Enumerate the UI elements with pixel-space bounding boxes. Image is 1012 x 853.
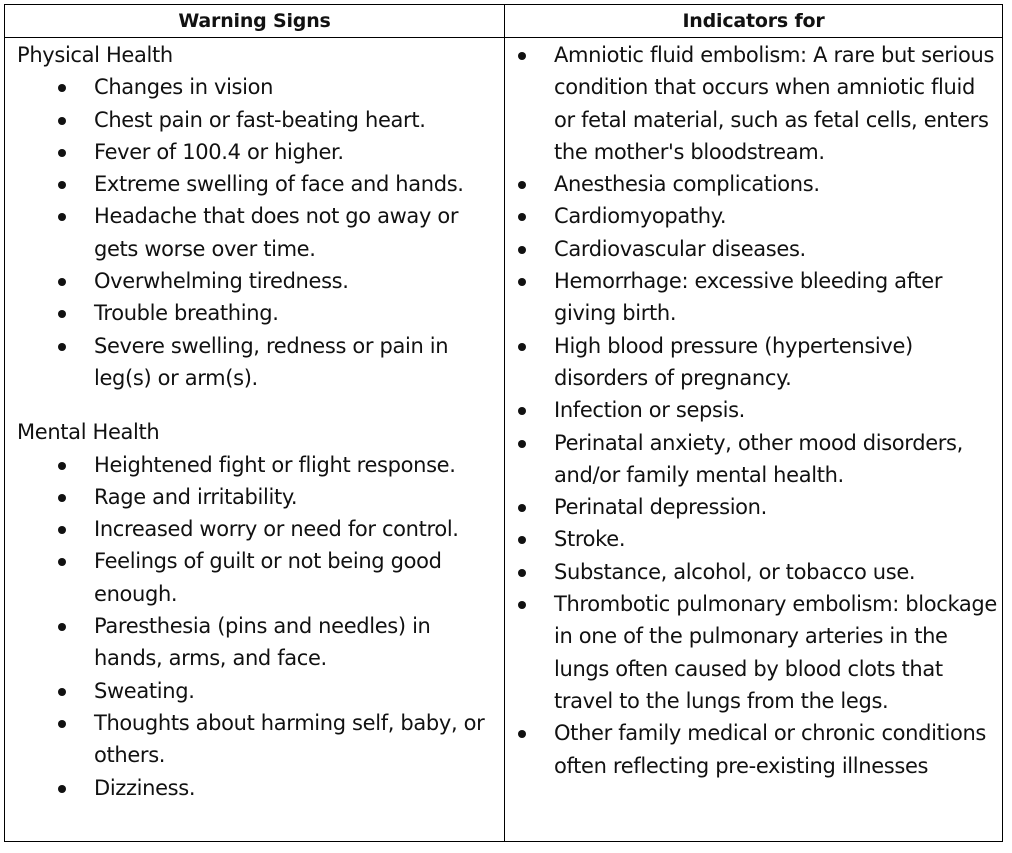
bullet-icon: [518, 504, 526, 512]
list-item: [17, 707, 499, 772]
bullet-icon: [518, 343, 526, 351]
list-item-text: Perinatal depression.: [554, 495, 767, 520]
list-item-text: Cardiovascular diseases.: [554, 236, 806, 261]
bullet-icon: [58, 494, 66, 502]
bullet-icon: [58, 623, 66, 631]
list-item: [17, 104, 499, 136]
list-item-text: Overwhelming tiredness.: [94, 269, 349, 294]
list-item-text: Fever of 100.4 or higher.: [94, 139, 344, 164]
bullet-icon: [58, 181, 66, 189]
list-item-text: Severe swelling, redness or pain in leg(s) or arm(s).: [94, 333, 449, 390]
list-item-text: Increased worry or need for control.: [94, 517, 459, 542]
list-item-text: Heightened fight or flight response.: [94, 452, 456, 477]
indicators-list: [513, 39, 998, 782]
list-item: [17, 610, 499, 675]
list-item-text: Infection or sepsis.: [554, 398, 746, 423]
list-item: [17, 772, 499, 804]
bullet-icon: [58, 213, 66, 221]
header-indicators-for: Indicators for: [682, 10, 825, 32]
list-item: [513, 588, 998, 717]
header-warning-signs: Warning Signs: [178, 10, 331, 32]
list-item: [513, 523, 998, 555]
header-divider: [5, 37, 1002, 38]
list-item: [17, 200, 499, 265]
bullet-icon: [58, 84, 66, 92]
bullet-icon: [58, 785, 66, 793]
list-item-text: Sweating.: [94, 678, 195, 703]
bullet-icon: [518, 181, 526, 189]
bullet-icon: [58, 278, 66, 286]
bullet-icon: [58, 149, 66, 157]
bullet-icon: [58, 462, 66, 470]
list-item-text: Other family medical or chronic conditions often reflecting pre-existing illnesses: [554, 721, 986, 778]
bullet-icon: [518, 246, 526, 254]
bullet-icon: [518, 440, 526, 448]
bullet-icon: [58, 310, 66, 318]
physical-health-list: [17, 71, 499, 394]
list-item: [513, 39, 998, 168]
list-item: [513, 394, 998, 426]
bullet-icon: [518, 52, 526, 60]
list-item: [17, 449, 499, 481]
list-item: [513, 233, 998, 265]
list-item-text: Headache that does not go away or gets worse over time.: [94, 204, 459, 261]
bullet-icon: [58, 526, 66, 534]
list-item-text: Hemorrhage: excessive bleeding after giving birth.: [554, 269, 943, 326]
list-item: [17, 297, 499, 329]
list-item: [17, 675, 499, 707]
warning-signs-cell: [17, 39, 499, 804]
bullet-icon: [518, 278, 526, 286]
mental-health-list: [17, 449, 499, 804]
list-item: [17, 481, 499, 513]
bullet-icon: [58, 720, 66, 728]
list-item-text: Chest pain or fast-beating heart.: [94, 107, 426, 132]
list-item-text: Perinatal anxiety, other mood disorders, and/or family mental health.: [554, 430, 963, 487]
list-item-text: Rage and irritability.: [94, 484, 298, 509]
indicators-cell: [513, 39, 998, 782]
list-item: [513, 265, 998, 330]
list-item-text: Extreme swelling of face and hands.: [94, 172, 464, 197]
list-item: [17, 545, 499, 610]
bullet-icon: [58, 343, 66, 351]
list-item: [17, 265, 499, 297]
list-item: [513, 168, 998, 200]
mental-health-title: Mental Health: [17, 420, 160, 445]
bullet-icon: [518, 601, 526, 609]
list-item: [17, 513, 499, 545]
warning-signs-table: [4, 4, 1003, 842]
list-item-text: Feelings of guilt or not being good enough.: [94, 549, 442, 606]
list-item-text: Amniotic fluid embolism: A rare but serious condition that occurs when amniotic fluid or fetal material, such as fetal cells, enters the mother's bloodstream.: [554, 43, 995, 164]
list-item: [17, 71, 499, 103]
list-item: [17, 330, 499, 395]
column-divider: [504, 5, 505, 841]
list-item: [513, 200, 998, 232]
list-item: [513, 330, 998, 395]
bullet-icon: [58, 117, 66, 125]
list-item: [513, 556, 998, 588]
list-item-text: Paresthesia (pins and needles) in hands, arms, and face.: [94, 614, 431, 671]
list-item: [513, 717, 998, 782]
bullet-icon: [518, 407, 526, 415]
bullet-icon: [518, 213, 526, 221]
bullet-icon: [518, 730, 526, 738]
list-item-text: Substance, alcohol, or tobacco use.: [554, 559, 916, 584]
bullet-icon: [58, 688, 66, 696]
list-item-text: Dizziness.: [94, 775, 196, 800]
list-item: [513, 427, 998, 492]
list-item-text: Cardiomyopathy.: [554, 204, 727, 229]
list-item-text: Stroke.: [554, 527, 626, 552]
list-item: [17, 168, 499, 200]
list-item-text: Anesthesia complications.: [554, 172, 820, 197]
bullet-icon: [518, 536, 526, 544]
section-spacer: [17, 394, 499, 416]
list-item-text: Thrombotic pulmonary embolism: blockage in one of the pulmonary arteries in the lungs often caused by blood clots that travel to the lungs from the legs.: [554, 592, 997, 713]
list-item: [513, 491, 998, 523]
bullet-icon: [518, 569, 526, 577]
list-item: [17, 136, 499, 168]
list-item-text: High blood pressure (hypertensive) disorders of pregnancy.: [554, 333, 913, 390]
list-item-text: Changes in vision: [94, 75, 274, 100]
bullet-icon: [58, 558, 66, 566]
list-item-text: Trouble breathing.: [94, 301, 279, 326]
list-item-text: Thoughts about harming self, baby, or others.: [94, 710, 485, 768]
physical-health-title: Physical Health: [17, 43, 173, 67]
